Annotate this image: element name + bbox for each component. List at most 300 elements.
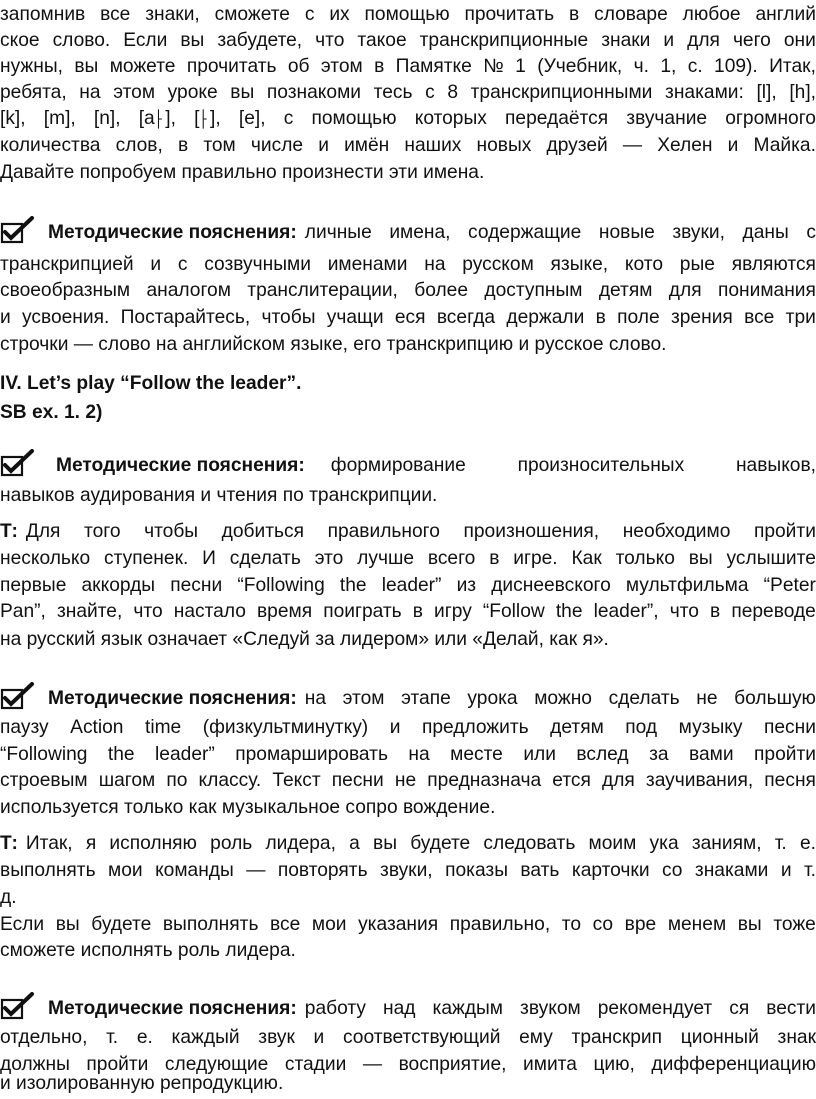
word: что (315, 30, 345, 51)
text-line (305, 219, 816, 246)
word: я (85, 833, 97, 854)
word: Если (123, 30, 168, 51)
word: [n], (93, 108, 121, 129)
word: отдельно, (0, 1027, 88, 1048)
word: [h], (789, 82, 816, 103)
word: “Peter (763, 575, 816, 596)
word: чтобы (261, 307, 316, 328)
word: по (166, 770, 188, 791)
word: ему (519, 1027, 553, 1048)
word: на (424, 254, 446, 275)
word: что (669, 601, 699, 622)
word: понимания (717, 280, 816, 301)
word: “Following (237, 575, 325, 596)
word: новых (476, 135, 532, 156)
word: Итак, (25, 833, 73, 854)
word: знак (777, 1027, 816, 1048)
checkbox-checked-icon (0, 449, 36, 479)
word: — (246, 860, 266, 881)
word: — (622, 135, 643, 156)
word: транскрипцией (0, 254, 134, 275)
word: ся (729, 998, 750, 1019)
word: для (602, 770, 635, 791)
word: чего (732, 30, 771, 51)
word: транскрип (571, 1027, 663, 1048)
word: для (687, 30, 720, 51)
word: доступным (484, 280, 583, 301)
word: игру (434, 601, 472, 622)
word: повторять (277, 860, 368, 881)
word: должны (0, 1054, 70, 1075)
word: знайте, (56, 601, 123, 622)
text-line (0, 598, 816, 625)
word: аккорды (81, 575, 156, 596)
word: огромного (725, 108, 816, 129)
word: языке, (550, 254, 609, 275)
text-line (0, 132, 816, 159)
text-line: и изолированную репродукцию. (0, 1073, 284, 1094)
word: с (425, 82, 435, 103)
text-line (0, 277, 816, 304)
word: пройти (754, 744, 816, 765)
word: ское (0, 30, 40, 51)
word: помощью (364, 4, 450, 25)
note-label: Методические пояснения: (48, 222, 297, 243)
word: ционный (680, 1027, 759, 1048)
section-subheading: SB ex. 1. 2) (0, 402, 103, 423)
word: правильно, (449, 914, 551, 935)
word: том (203, 135, 236, 156)
word: вы (230, 82, 255, 103)
word: с. (687, 56, 703, 77)
word: leader”, (593, 601, 659, 622)
word: знаками: (665, 82, 744, 103)
word: Памятке (395, 56, 472, 77)
word: такое (357, 30, 407, 51)
word: карточки (571, 860, 650, 881)
word: исполняю (109, 833, 197, 854)
word: вы (180, 30, 205, 51)
word: добиться (221, 521, 305, 542)
word: передаётся (505, 108, 609, 129)
text-line: д. (0, 887, 17, 908)
word: формирование (330, 455, 466, 476)
word: всего (427, 548, 476, 569)
text-line (0, 27, 816, 54)
word: этом (320, 56, 363, 77)
word: этом (113, 82, 156, 103)
word: из (456, 575, 477, 596)
word: ч. (633, 56, 649, 77)
word: это (314, 548, 344, 569)
word: песни (170, 575, 223, 596)
word: пройти (753, 521, 816, 542)
word: навыков, (735, 455, 816, 476)
word: прочитать (464, 4, 555, 25)
word: пройти (86, 1054, 149, 1075)
word: заучивания, (645, 770, 754, 791)
word: Как (571, 548, 602, 569)
word: они (783, 30, 816, 51)
text-line (0, 53, 816, 80)
word: время (256, 601, 313, 622)
word: и (780, 860, 792, 881)
word: звучание (626, 108, 708, 129)
word: И (202, 548, 216, 569)
text-line (305, 995, 816, 1022)
word: вами (689, 744, 734, 765)
text-line (0, 857, 816, 884)
word: в (177, 135, 189, 156)
word: ется (552, 770, 591, 791)
text-line: сможете исполнять роль лидера. (0, 940, 296, 961)
word: и (0, 307, 11, 328)
text-line: используется только как музыкальное сопро вождение. (0, 797, 496, 818)
word: т. (106, 1027, 119, 1048)
word: прочитать (186, 56, 277, 77)
note-label: Методические пояснения: (56, 455, 305, 476)
text-line (0, 911, 816, 938)
word: шагом (98, 770, 156, 791)
word: учащи (326, 307, 384, 328)
word: будете (91, 914, 152, 935)
word: сделать (229, 548, 301, 569)
word: уроке (167, 82, 218, 103)
word: (Учебник, (537, 56, 623, 77)
text-line (0, 830, 816, 857)
word: предназнача (427, 770, 542, 791)
word: и (663, 30, 675, 51)
word: три (785, 307, 816, 328)
word: [a⸠], (138, 108, 176, 129)
word: кото (624, 254, 664, 275)
word: 1 (515, 56, 526, 77)
word: leader” (381, 575, 442, 596)
text-line (0, 79, 816, 106)
text-line (0, 304, 816, 331)
word: в (489, 548, 500, 569)
word: являются (731, 254, 816, 275)
word: или (523, 744, 556, 765)
word: “Follow (482, 601, 545, 622)
word: транскрипционными (470, 82, 653, 103)
word: соответствующий (342, 1027, 501, 1048)
word: вслед (576, 744, 629, 765)
section-heading: IV. Let’s play “Follow the leader”. (0, 373, 302, 394)
word: сделать (608, 688, 680, 709)
word: все (100, 4, 131, 25)
word: этапе (401, 688, 451, 709)
word: держали (506, 307, 585, 328)
word: для (668, 280, 702, 301)
word: помощью (311, 108, 397, 129)
word: вы (55, 914, 80, 935)
word: числе (250, 135, 304, 156)
word: произносительных (517, 455, 685, 476)
text-line (26, 518, 816, 545)
word: все (744, 307, 775, 328)
text-line (0, 1, 816, 28)
word: и (727, 135, 739, 156)
word: мои (108, 860, 143, 881)
word: сможете (214, 4, 290, 25)
word: зрения (670, 307, 733, 328)
text-line (305, 685, 816, 712)
word: произношения, (463, 521, 600, 542)
text-line (0, 767, 816, 794)
word: игре. (513, 548, 558, 569)
word: не (696, 688, 718, 709)
word: “Following (0, 744, 88, 765)
word: the (555, 601, 583, 622)
word: the (339, 575, 367, 596)
text-line: на русский язык означает «Следуй за лидером» или «Делай, как я». (0, 629, 609, 650)
word: вы (373, 833, 398, 854)
text-line (0, 105, 816, 132)
word: следующие (164, 1054, 269, 1075)
word: все (270, 914, 301, 935)
word: и (313, 1027, 325, 1048)
word: the (107, 744, 135, 765)
word: на (408, 744, 430, 765)
word: рекомендует (597, 998, 713, 1019)
word: созвучными (204, 254, 311, 275)
word: лучше (357, 548, 415, 569)
checkbox-checked-icon (0, 682, 36, 712)
word: leader” (155, 744, 215, 765)
word: 109). (714, 56, 758, 77)
word: услышите (726, 548, 816, 569)
word: переводе (731, 601, 816, 622)
word: количества (0, 135, 101, 156)
word: звук (258, 1027, 295, 1048)
word: того (84, 521, 121, 542)
word: будете (410, 833, 471, 854)
word: слово. (52, 30, 111, 51)
word: в (569, 4, 580, 25)
word: Для (25, 521, 61, 542)
word: запомнив (0, 4, 86, 25)
word: мультфильма (625, 575, 749, 596)
word: что (133, 601, 163, 622)
text-line (0, 1024, 816, 1051)
text-line: навыков аудирования и чтения по транскрипции. (0, 485, 438, 506)
word: вы (74, 56, 99, 77)
word: [⸠], (194, 108, 221, 129)
word: правильного (327, 521, 440, 542)
word: восприятие, (398, 1054, 507, 1075)
word: вы (688, 548, 713, 569)
word: более (414, 280, 469, 301)
word: вре (624, 914, 657, 935)
word: дифференциацию (651, 1054, 816, 1075)
word: об (287, 56, 310, 77)
word: с (177, 254, 188, 275)
word: даны (742, 222, 789, 243)
word: знаки (601, 30, 651, 51)
word: в (412, 601, 423, 622)
word: е. (799, 833, 816, 854)
word: звуком (520, 998, 581, 1019)
word: в (595, 307, 606, 328)
word: стадии (284, 1054, 347, 1075)
word: работу (304, 998, 366, 1019)
word: не (394, 770, 417, 791)
word: лидера, (265, 833, 336, 854)
word: паузу (0, 717, 49, 738)
text-line: строчки — слово на английском языке, его транскрипцию и русское слово. (0, 334, 667, 355)
word: и (150, 254, 162, 275)
word: песни (331, 770, 384, 791)
word: и (318, 135, 329, 156)
word: вести (766, 998, 816, 1019)
word: звуки, (672, 222, 725, 243)
speaker-label: Т: (0, 521, 18, 542)
word: необходимо (622, 521, 731, 542)
word: цию, (593, 1054, 635, 1075)
word: строевым (0, 770, 88, 791)
word: месте (450, 744, 503, 765)
word: Pan”, (0, 601, 46, 622)
word: с (304, 4, 315, 25)
word: аналогом (146, 280, 231, 301)
word: следовать (483, 833, 576, 854)
word: именами (327, 254, 408, 275)
word: словаре (594, 4, 668, 25)
word: транслитерации, (247, 280, 398, 301)
word: под (625, 717, 658, 738)
word: Если (0, 914, 45, 935)
checkbox-checked-icon (0, 992, 36, 1022)
word: этом (342, 688, 385, 709)
word: со (661, 860, 683, 881)
word: то (561, 914, 581, 935)
text-line: Давайте попробуем правильно произнести эти имена. (0, 162, 485, 183)
word: предложить (421, 717, 529, 738)
word: — (362, 1054, 383, 1075)
word: каждым (432, 998, 504, 1019)
word: 8 (447, 82, 458, 103)
word: заниям, (691, 833, 762, 854)
word: личные (304, 222, 372, 243)
word: которых (414, 108, 487, 129)
word: только (615, 548, 675, 569)
word: на (304, 688, 327, 709)
text-line (0, 251, 816, 278)
text-line (0, 741, 816, 768)
word: [l], (756, 82, 777, 103)
text-line (26, 830, 816, 857)
word: новые (598, 222, 655, 243)
word: Action (70, 717, 124, 738)
word: [m], (43, 108, 76, 129)
word: [e], (238, 108, 266, 129)
word: имён (344, 135, 390, 156)
word: Текст (272, 770, 321, 791)
word: любое (682, 4, 741, 25)
speaker-label: Т: (0, 833, 18, 854)
word: за (649, 744, 669, 765)
word: менем (667, 914, 727, 935)
word: русском (462, 254, 534, 275)
word: наших (404, 135, 462, 156)
word: тесь (373, 82, 413, 103)
word: песня (764, 770, 816, 791)
note-line (0, 680, 816, 712)
word: поле (617, 307, 660, 328)
word: слов, (115, 135, 163, 156)
word: № (483, 56, 504, 77)
text-line (0, 572, 816, 599)
word: поиграть (323, 601, 402, 622)
word: т. (774, 833, 787, 854)
word: детям (550, 717, 604, 738)
word: первые (0, 575, 67, 596)
word: а (349, 833, 360, 854)
word: и (389, 717, 401, 738)
word: выполнять (162, 914, 259, 935)
word: друзей (546, 135, 608, 156)
word: детям (598, 280, 653, 301)
word: классу. (198, 770, 262, 791)
word: Итак, (769, 56, 816, 77)
note-label: Методические пояснения: (48, 688, 297, 709)
word: ука (649, 833, 679, 854)
word: с (283, 108, 294, 129)
note-line (0, 990, 816, 1022)
word: на (79, 82, 101, 103)
word: знаками (694, 860, 769, 881)
word: несколько (0, 548, 91, 569)
word: англий (755, 4, 816, 25)
word: имита (523, 1054, 577, 1075)
word: т. (803, 860, 816, 881)
word: чтобы (144, 521, 199, 542)
word: тоже (773, 914, 816, 935)
word: музыку (678, 717, 743, 738)
note-line (0, 214, 816, 246)
word: мои (311, 914, 347, 935)
checkbox-checked-icon (0, 216, 36, 246)
word: в (374, 56, 385, 77)
word: Хелен (657, 135, 713, 156)
word: их (329, 4, 350, 25)
word: над (383, 998, 416, 1019)
word: в (710, 601, 721, 622)
word: диснеевского (491, 575, 611, 596)
note-line (0, 447, 816, 479)
word: настало (173, 601, 246, 622)
note-label: Методические пояснения: (48, 998, 297, 1019)
word: показы (445, 860, 508, 881)
word: урока (467, 688, 518, 709)
word: Майка. (753, 135, 816, 156)
word: еся (394, 307, 426, 328)
word: знаки, (145, 4, 200, 25)
word: вы (737, 914, 762, 935)
word: роль (210, 833, 253, 854)
word: нужны, (0, 56, 63, 77)
word: time (144, 717, 182, 738)
word: е. (136, 1027, 153, 1048)
word: можете (109, 56, 176, 77)
word: познакоми (266, 82, 361, 103)
word: промаршировать (235, 744, 388, 765)
word: большую (734, 688, 816, 709)
word: (физкультминутку) (202, 717, 369, 738)
word: Постарайтесь, (120, 307, 251, 328)
word: с (806, 222, 816, 243)
